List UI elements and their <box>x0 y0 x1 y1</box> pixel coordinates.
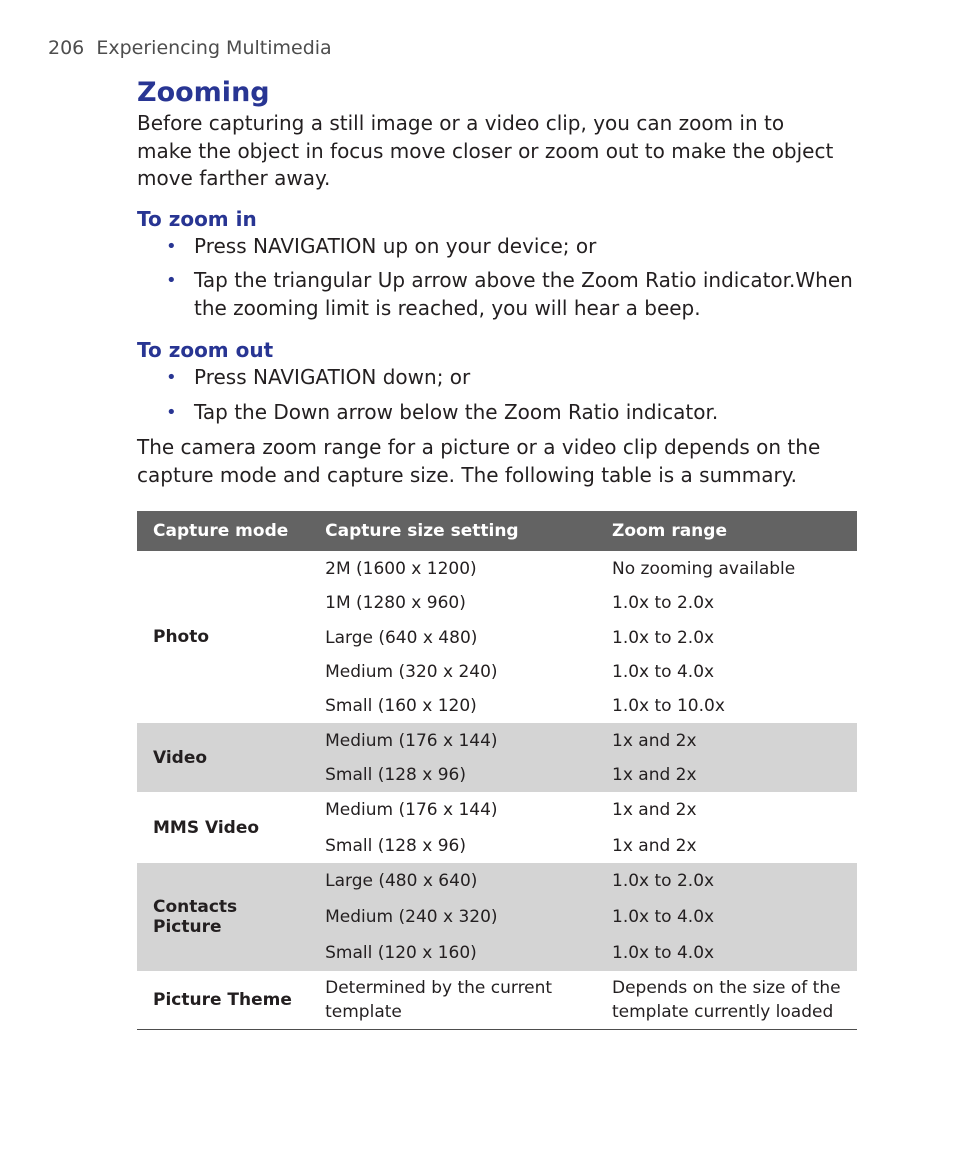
list-item: • Tap the triangular Up arrow above the Zoom Ratio indicator.When the zooming limit is reached, you will hear a beep. <box>166 268 853 320</box>
table-header-row <box>137 511 857 551</box>
capture-size-cell: Medium (320 x 240) <box>325 662 498 682</box>
page-number: 206 <box>48 37 85 59</box>
zoom-range-cell: Depends on the size of the template currently loaded <box>596 971 857 1029</box>
capture-size-cell: Large (640 x 480) <box>325 627 478 648</box>
capture-size-cell: 1M (1280 x 960) <box>325 593 466 613</box>
list-item: • Press NAVIGATION down; or <box>137 364 857 392</box>
capture-mode-cell: Photo <box>153 627 210 647</box>
capture-mode-cell: Picture Theme <box>137 971 309 1029</box>
capture-size-cell: Small (128 x 96) <box>325 835 466 856</box>
capture-size-cell: Small (128 x 96) <box>309 758 596 792</box>
capture-size-cell: Small (120 x 160) <box>309 935 596 971</box>
zoom-range-cell: 1.0x to 4.0x <box>612 662 715 682</box>
column-header-capture-size: Capture size setting <box>309 511 596 551</box>
zoom-in-heading: To zoom in <box>137 206 257 231</box>
capture-size-cell: Medium (240 x 320) <box>309 899 596 935</box>
bullet-icon: • <box>166 270 177 291</box>
table-row <box>137 551 857 586</box>
zoom-range-cell: 1.0x to 4.0x <box>596 935 857 971</box>
running-header <box>48 37 332 59</box>
section-title: Experiencing Multimedia <box>96 37 332 59</box>
bullet-icon: • <box>166 235 177 257</box>
capture-mode-cell: MMS Video <box>153 817 260 838</box>
zoom-range-cell: 1.0x to 10.0x <box>612 696 725 716</box>
zoom-range-table <box>137 511 857 1030</box>
table-row <box>137 971 857 1029</box>
zoom-range-cell: 1.0x to 2.0x <box>612 593 715 613</box>
capture-size-cell: Small (160 x 120) <box>325 696 477 716</box>
zoom-range-cell: 1.0x to 2.0x <box>612 627 715 648</box>
zoom-range-cell: 1x and 2x <box>612 835 697 856</box>
page-title: Zooming <box>137 77 270 108</box>
zoom-range-cell: 1x and 2x <box>596 723 857 758</box>
table-row <box>137 863 857 899</box>
zoom-range-cell: No zooming available <box>612 558 796 579</box>
table-row <box>137 723 857 758</box>
table-row <box>137 792 857 828</box>
column-header-zoom-range: Zoom range <box>596 511 857 551</box>
column-header-capture-mode: Capture mode <box>137 511 309 551</box>
list-item: • Tap the Down arrow below the Zoom Ratio indicator. <box>137 399 857 427</box>
summary-paragraph: The camera zoom range for a picture or a video clip depends on the capture mode and capture size. The following table is a summary. <box>137 435 821 487</box>
capture-size-cell: Medium (176 x 144) <box>325 800 498 820</box>
capture-size-cell: Medium (176 x 144) <box>309 723 596 758</box>
bullet-icon: • <box>166 367 177 388</box>
capture-size-cell: Determined by the current template <box>309 971 596 1029</box>
capture-size-cell: Large (480 x 640) <box>309 863 596 899</box>
zoom-range-cell: 1x and 2x <box>612 800 697 820</box>
zoom-range-cell: 1.0x to 4.0x <box>596 899 857 935</box>
intro-paragraph: Before capturing a still image or a video clip, you can zoom in to make the object in focus move closer or zoom out to make the object move farther away. <box>137 111 834 190</box>
capture-mode-cell: Contacts Picture <box>137 863 309 971</box>
zoom-out-list <box>137 364 857 426</box>
zoom-range-cell: 1x and 2x <box>596 758 857 792</box>
capture-mode-cell: Video <box>137 723 309 792</box>
bullet-icon: • <box>166 401 177 423</box>
zoom-in-list <box>137 233 857 323</box>
capture-size-cell: 2M (1600 x 1200) <box>325 558 477 579</box>
zoom-out-heading: To zoom out <box>137 338 274 362</box>
list-item: • Press NAVIGATION up on your device; or <box>137 233 857 261</box>
page-content <box>137 76 857 489</box>
zoom-range-cell: 1.0x to 2.0x <box>596 863 857 899</box>
